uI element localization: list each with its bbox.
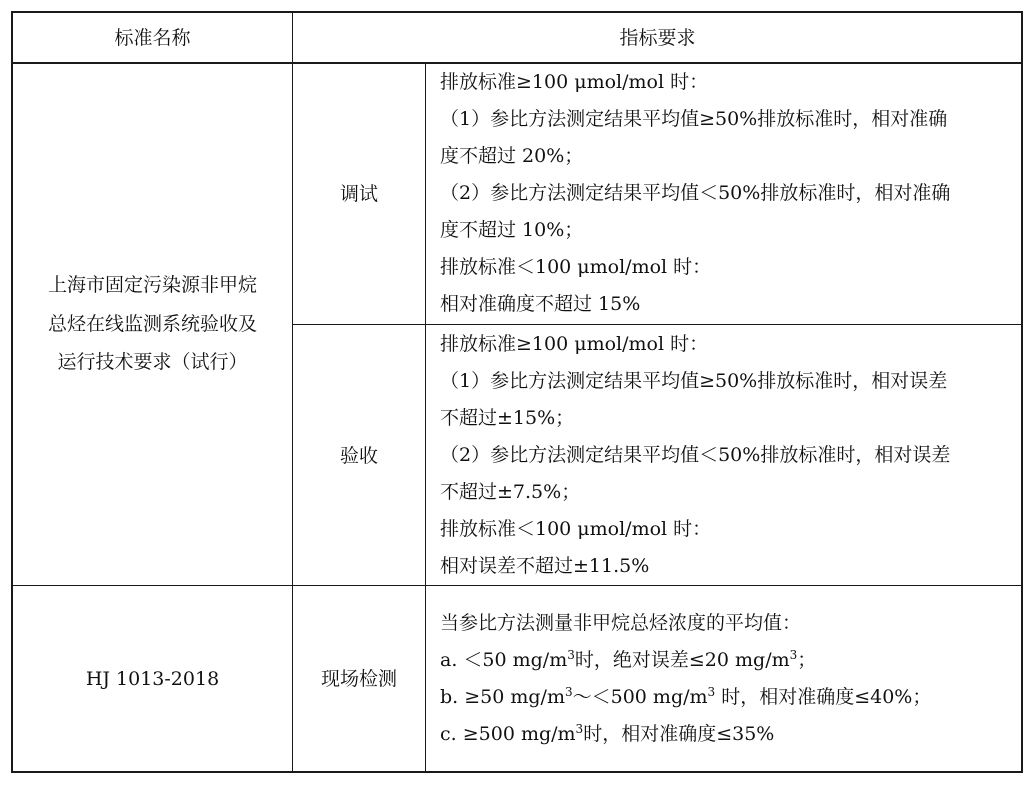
item-a-text-1: a. ＜50 mg/m — [440, 649, 568, 671]
stage-debugging: 调试 — [339, 183, 378, 205]
column-divider-1 — [292, 12, 293, 772]
item-b-text-2: ～＜500 mg/m — [572, 686, 708, 708]
requirement-line: 相对准确度不超过 15% — [440, 293, 641, 315]
requirement-line: 度不超过 20%； — [440, 145, 584, 167]
requirement-line: （1）参比方法测定结果平均值≥50%排放标准时，相对准确 — [440, 108, 948, 130]
header-standard-name: 标准名称 — [114, 27, 191, 49]
standard-name-line: 运行技术要求（试行） — [57, 351, 248, 373]
requirement-line: 排放标准≥100 μmol/mol 时： — [440, 333, 709, 355]
standard-name-shanghai — [13, 266, 292, 382]
requirement-item-a — [440, 642, 931, 679]
item-b-text-1: b. ≥50 mg/m — [440, 686, 565, 708]
item-c-text-1: c. ≥500 mg/m — [440, 723, 576, 745]
superscript: 3 — [567, 648, 575, 662]
requirement-line: 不超过±7.5%； — [440, 481, 581, 503]
item-a-text-3: ； — [797, 649, 817, 671]
requirement-intro: 当参比方法测量非甲烷总烃浓度的平均值： — [440, 612, 802, 634]
requirement-line: 度不超过 10%； — [440, 219, 584, 241]
column-divider-2 — [425, 62, 426, 772]
requirement-line: 排放标准＜100 μmol/mol 时： — [440, 256, 712, 278]
requirement-line: 不超过±15%； — [440, 407, 575, 429]
superscript: 3 — [789, 648, 798, 662]
requirement-line: （2）参比方法测定结果平均值＜50%排放标准时，相对误差 — [440, 444, 951, 466]
standard-name-line: 总烃在线监测系统验收及 — [47, 312, 257, 335]
item-c-text-2: 时，相对准确度≤35% — [583, 723, 775, 745]
requirement-line: 排放标准＜100 μmol/mol 时： — [440, 518, 712, 540]
superscript: 3 — [707, 685, 716, 699]
item-a-text-2: 时，绝对误差≤20 mg/m — [574, 649, 790, 671]
stage-field-test: 现场检测 — [320, 668, 397, 690]
requirement-line: （2）参比方法测定结果平均值＜50%排放标准时，相对准确 — [440, 182, 951, 204]
stage-acceptance: 验收 — [339, 445, 378, 467]
requirement-line: 排放标准≥100 μmol/mol 时： — [440, 71, 709, 93]
requirement-item-b — [440, 679, 931, 716]
header-requirements: 指标要求 — [619, 27, 696, 49]
item-b-text-3: 时，相对准确度≤40%； — [715, 686, 932, 708]
superscript: 3 — [564, 685, 573, 699]
requirement-item-c — [440, 716, 931, 753]
section-divider-debug-acceptance — [292, 324, 1022, 325]
requirement-line: （1）参比方法测定结果平均值≥50%排放标准时，相对误差 — [440, 370, 948, 392]
superscript: 3 — [575, 722, 584, 736]
requirements-field-test — [440, 605, 931, 753]
row-divider — [12, 585, 1022, 586]
requirements-debugging — [440, 64, 950, 323]
standard-name-hj: HJ 1013-2018 — [85, 668, 220, 690]
standard-name-line: 上海市固定污染源非甲烷 — [47, 274, 257, 296]
requirement-line: 相对误差不超过±11.5% — [440, 555, 650, 577]
requirements-acceptance — [440, 326, 950, 585]
